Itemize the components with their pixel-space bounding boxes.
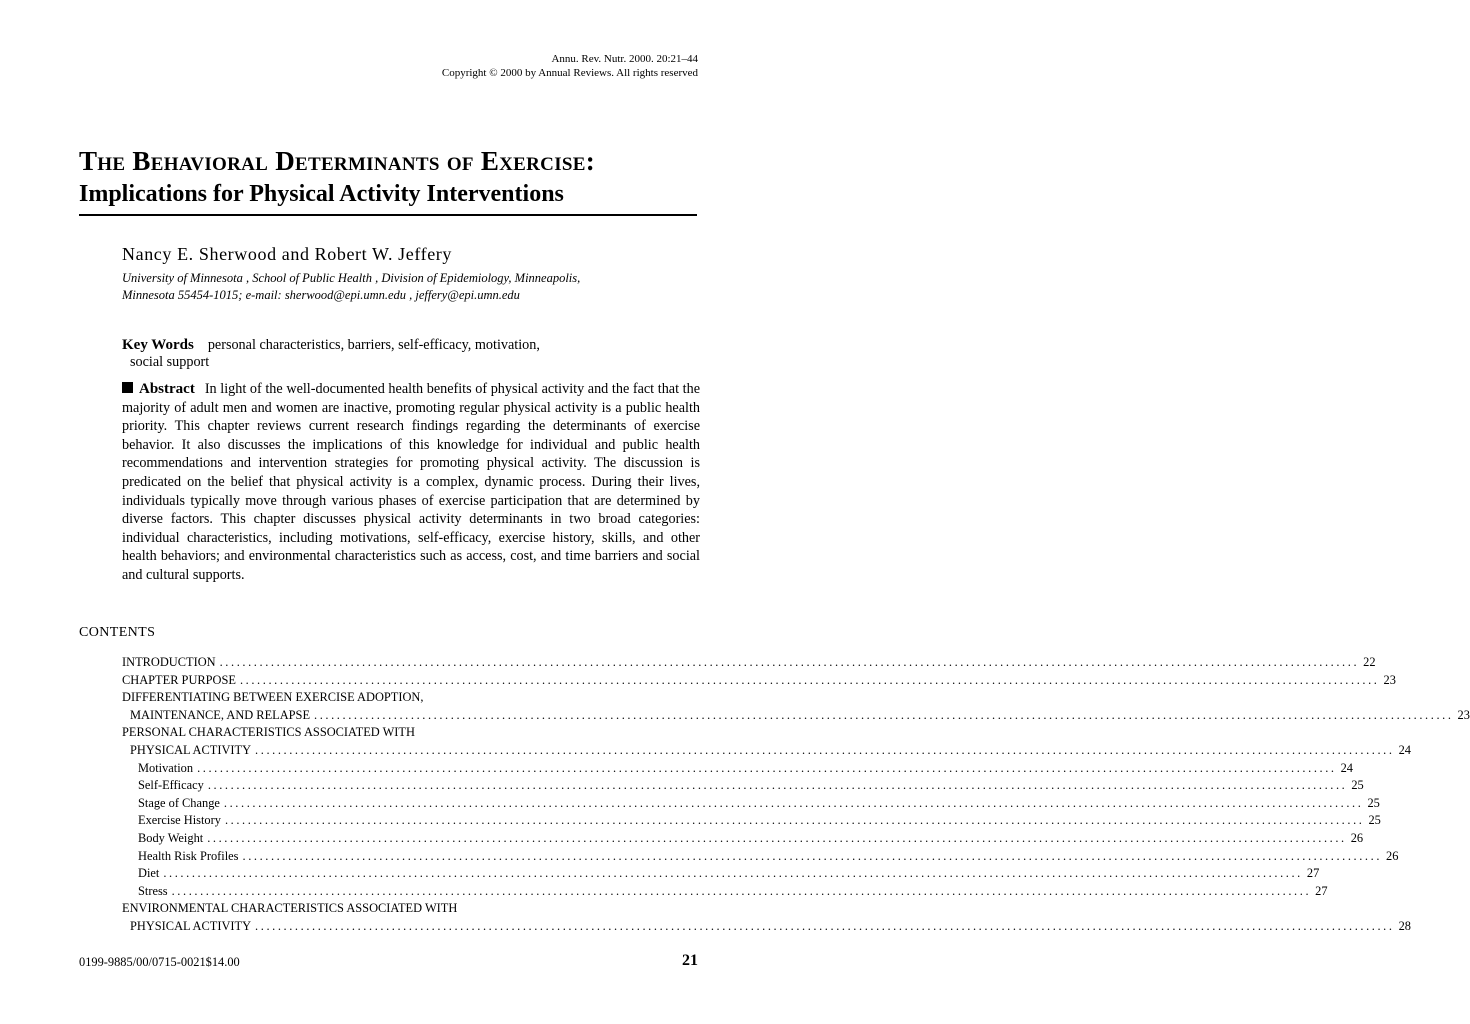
abstract-text: In light of the well-documented health benefits of physical activity and the fact that the majority of adult men and women are inactive, promoting regular physical activity is a public health priority. This chapter reviews current research findings regarding the determinants of exercise behavior. It also discusses the implications of this knowledge for individual and public health recommendations and intervention strategies for promoting physical activity. The discussion is predicated on the belief that physical activity is a complex, dynamic process. During their lives, individuals typically move through various phases of exercise participation that are determined by diverse factors. This chapter discusses physical activity determinants in two broad categories: individual characteristics, including motivations, self-efficacy, exercise history, skills, and other health behaviors; and environmental characteristics such as access, cost, and time barriers and social and cultural supports. xyxy=(122,381,700,583)
toc-entry-label: INTRODUCTION xyxy=(122,655,216,669)
copyright-line: Copyright © 2000 by Annual Reviews. All rights reserved xyxy=(441,67,698,79)
toc-entry-page: 24 xyxy=(1398,742,1411,757)
toc-entry: PHYSICAL ACTIVITY ........................................................................................................................................................................................................ 28 xyxy=(122,918,700,936)
toc-entry-page: 23 xyxy=(1383,672,1396,687)
toc-entry-label: Stress xyxy=(138,883,168,898)
toc-entry-label: Health Risk Profiles xyxy=(138,848,239,863)
toc-entry-page: 25 xyxy=(1367,795,1380,810)
toc-entry-page: 27 xyxy=(1315,883,1328,898)
toc-entry-label: MAINTENANCE, AND RELAPSE xyxy=(130,707,311,722)
key-words-label: Key Words xyxy=(122,337,194,353)
title-line-2: Implications for Physical Activity Interventions xyxy=(79,181,564,207)
toc-entry-label: DIFFERENTIATING BETWEEN EXERCISE ADOPTION, xyxy=(122,690,424,705)
toc-entry: Health Risk Profiles ........................................................................................................................................................................................................ 26 xyxy=(122,848,700,866)
toc-entry-page: 24 xyxy=(1340,760,1353,775)
toc-entry-label: Motivation xyxy=(138,760,194,775)
toc-entry xyxy=(122,689,700,707)
toc-entry-label: Exercise History xyxy=(138,813,221,828)
article-code: 0199-9885/00/0715-0021$14.00 xyxy=(79,955,240,969)
toc-entry-label: PERSONAL CHARACTERISTICS ASSOCIATED WITH xyxy=(122,725,415,740)
toc-entry-label: PHYSICAL ACTIVITY xyxy=(130,742,252,757)
contents-heading: CONTENTS xyxy=(79,625,156,640)
affiliation-line-2: Minnesota 55454-1015; e-mail: sherwood@epi.umn.edu , jeffery@epi.umn.edu xyxy=(122,287,520,302)
page-number: 21 xyxy=(682,952,698,969)
toc-entry-page: 25 xyxy=(1368,813,1381,828)
abstract xyxy=(122,380,700,585)
affiliation-line-1: University of Minnesota , School of Public Health , Division of Epidemiology, Minneapolis, xyxy=(122,271,581,285)
abstract-label: Abstract xyxy=(139,381,195,397)
toc-entry: Stress ........................................................................................................................................................................................................ 27 xyxy=(122,883,700,901)
key-words-line-1: personal characteristics, barriers, self-efficacy, motivation, xyxy=(207,337,540,353)
table-of-contents xyxy=(122,654,1470,936)
toc-entry: Self-Efficacy ........................................................................................................................................................................................................ 25 xyxy=(122,777,700,795)
toc-entry: Stage of Change ........................................................................................................................................................................................................ 25 xyxy=(122,795,700,813)
title-rule xyxy=(79,214,697,216)
key-words xyxy=(122,337,702,371)
toc-entry-page: 22 xyxy=(1363,655,1376,669)
toc-entry xyxy=(122,900,700,918)
toc-entry: Diet ........................................................................................................................................................................................................ 27 xyxy=(122,865,700,883)
toc-entry-label: Diet xyxy=(138,866,160,881)
toc-entry-page: 26 xyxy=(1386,848,1399,863)
toc-entry xyxy=(122,724,700,742)
toc-entry-page: 27 xyxy=(1306,866,1320,881)
title-line-1: The Behavioral Determinants of Exercise: xyxy=(79,146,596,176)
article-title xyxy=(79,145,699,211)
author-names: Nancy E. Sherwood and Robert W. Jeffery xyxy=(122,244,452,264)
toc-entry: Motivation ........................................................................................................................................................................................................ 24 xyxy=(122,760,700,778)
square-bullet-icon xyxy=(122,382,133,393)
toc-entry: Exercise History ........................................................................................................................................................................................................ 25 xyxy=(122,812,700,830)
toc-entry-label: CHAPTER PURPOSE xyxy=(122,672,236,687)
toc-entry-label: Stage of Change xyxy=(138,795,220,810)
journal-citation: Annu. Rev. Nutr. 2000. 20:21–44 xyxy=(551,53,698,65)
toc-entry-label: Self-Efficacy xyxy=(138,778,204,793)
toc-entry: MAINTENANCE, AND RELAPSE ........................................................................................................................................................................................................ 23 xyxy=(122,707,700,725)
toc-entry-page: 25 xyxy=(1351,778,1364,793)
toc-entry: INTRODUCTION ........................................................................................................................................................................................................ 22 xyxy=(122,654,700,672)
toc-entry: CHAPTER PURPOSE ........................................................................................................................................................................................................ 23 xyxy=(122,672,700,690)
toc-entry-page: 26 xyxy=(1350,830,1364,845)
running-header xyxy=(442,52,698,80)
toc-entry-page: 28 xyxy=(1398,918,1411,933)
key-words-line-2: social support xyxy=(130,354,210,370)
author-affiliation xyxy=(122,270,732,303)
toc-entry: Body Weight ........................................................................................................................................................................................................ 26 xyxy=(122,830,700,848)
toc-entry-label: PHYSICAL ACTIVITY xyxy=(130,918,252,933)
toc-entry-page: 23 xyxy=(1457,707,1470,722)
toc-entry-label: Body Weight xyxy=(138,830,204,845)
toc-entry: PHYSICAL ACTIVITY ........................................................................................................................................................................................................ 24 xyxy=(122,742,700,760)
toc-entry-label: ENVIRONMENTAL CHARACTERISTICS ASSOCIATED WITH xyxy=(122,901,458,916)
